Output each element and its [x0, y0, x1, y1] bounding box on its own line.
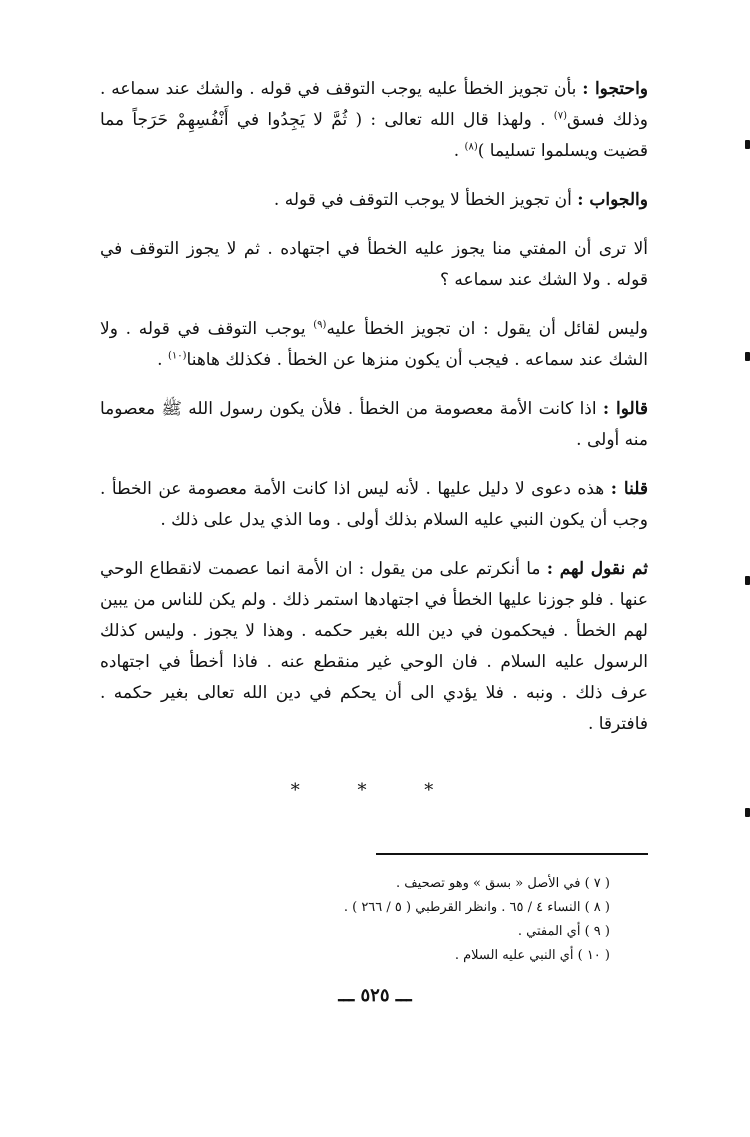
paragraph-text: بأن تجويز الخطأ عليه يوجب التوقف في قوله . والشك عند سماعه . وذلك فسق [100, 79, 648, 130]
footnote-8: ( ٨ ) النساء ٤ / ٦٥ . وانظر القرطبي ( ٥ / ٢٦٦ ) . [343, 900, 610, 915]
paragraph-example [100, 234, 648, 296]
paragraph-lead: قالوا : [602, 399, 648, 419]
paragraph-lead: والجواب : [577, 190, 648, 210]
footnote-7: ( ٧ ) في الأصل « بسق » وهو تصحيف . [395, 876, 610, 891]
binding-mark [745, 808, 750, 817]
paragraph-we-said [100, 474, 648, 536]
binding-mark [745, 352, 750, 361]
paragraph-text: وليس لقائل أن يقول : ان تجويز الخطأ عليه [326, 319, 648, 339]
paragraph-text: هذه دعوى لا دليل عليها . لأنه ليس اذا كانت الأمة معصومة عن الخطأ . وجب أن يكون النبي عليه السلام بذلك أولى . وما الذي يدل على ذلك . [100, 479, 648, 530]
footnotes [190, 872, 610, 968]
paragraph-text: أن تجويز الخطأ لا يوجب التوقف في قوله . [273, 190, 578, 210]
paragraph-objection [100, 314, 648, 376]
paragraph-text: ما أنكرتم على من يقول : ان الأمة انما عصمت لانقطاع الوحي عنها . فلو جوزنا عليها الخطأ في اجتهادها استمر ذلك . ولم يكن للناس من يبين لهم الخطأ . فيحكمون في دين الله بغير حكمه . وهذا لا يجوز . وليس كذلك الرسول عليه السلام . فان الوحي غير منقطع عنه . فاذا أخطأ في اجتهاده عرف ذلك . ونبه . فلا يؤدي الى أن يحكم في دين الله تعالى بغير حكمه . فافترقا . [100, 559, 648, 734]
paragraph-answer [100, 185, 648, 216]
footnote-9: ( ٩ ) أي المفتي . [517, 924, 610, 939]
footnote-ref: (٧) [553, 110, 567, 122]
binding-mark [745, 140, 750, 149]
paragraph-text: . [453, 141, 465, 161]
footnote-10: ( ١٠ ) أي النبي عليه السلام . [454, 948, 610, 963]
footnote-ref: (١٠) [167, 350, 187, 362]
paragraph-text: . [157, 350, 168, 370]
paragraph-text: اذا كانت الأمة معصومة من الخطأ . فلأن يكون رسول الله ﷺ معصوما منه أولى . [100, 399, 648, 450]
main-text [100, 74, 648, 758]
paragraph-arguments [100, 74, 648, 167]
paragraph-lead: واحتجوا : [582, 79, 648, 99]
paragraph-text: . ولهذا قال الله تعالى : ( ثُمَّ لا يَجِدُوا في أَنْفُسِهِمْ حَرَجاً مما قضيت ويسلموا تسليما ) [100, 110, 648, 161]
paragraph-text: يوجب التوقف في قوله . ولا الشك عند سماعه . فيجب أن يكون منزها عن الخطأ . فكذلك هاهنا [100, 319, 648, 370]
footnote-ref: (٨) [464, 141, 478, 153]
paragraph-they-said [100, 394, 648, 456]
binding-mark [745, 576, 750, 585]
page-number: ـــ ٥٢٥ ـــ [338, 985, 412, 1006]
paragraph-lead: قلنا : [610, 479, 649, 499]
section-separator: * * * [290, 780, 460, 801]
paragraph-text: ألا ترى أن المفتي منا يجوز عليه الخطأ في اجتهاده . ثم لا يجوز التوقف في قوله . ولا الشك عند سماعه ؟ [100, 239, 648, 290]
paragraph-lead: ثم نقول لهم : [546, 559, 649, 579]
footnote-rule [376, 853, 648, 855]
footnote-ref: (٩) [313, 319, 327, 331]
paragraph-then-we-say [100, 554, 648, 740]
